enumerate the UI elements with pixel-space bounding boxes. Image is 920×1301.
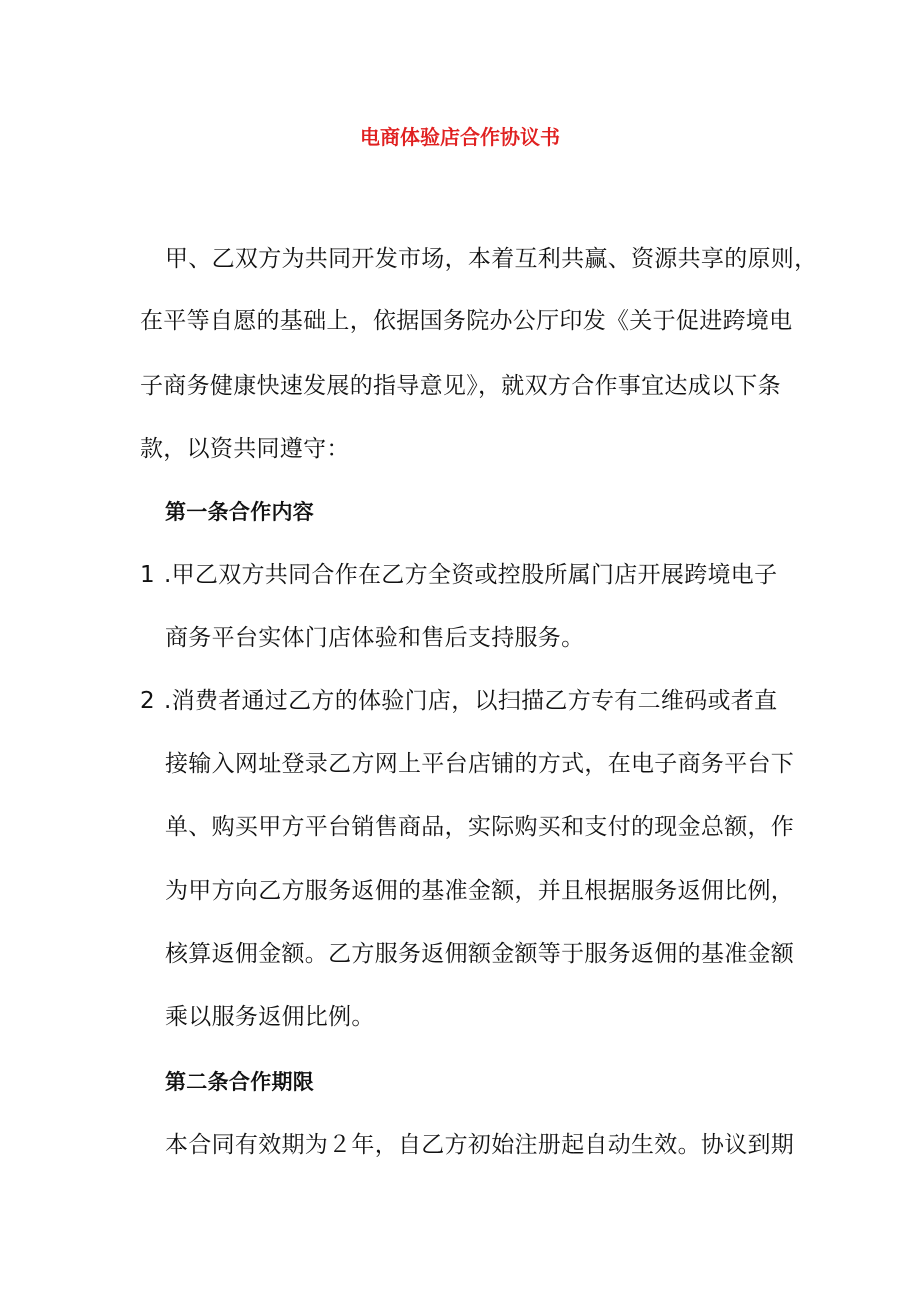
item-2-line-1: .消费者通过乙方的体验门店，以扫描乙方专有二维码或者直 [164,688,778,714]
intro-line-4: 款，以资共同遵守： [140,436,350,462]
article-1-heading: 第一条合作内容 [165,500,315,524]
article-2-line-1: 本合同有效期为２年，自乙方初始注册起自动生效。协议到期 [165,1132,795,1158]
article-2-heading: 第二条合作期限 [165,1070,315,1094]
intro-line-3: 子商务健康快速发展的指导意见》，就双方合作事宜达成以下条 [140,373,781,399]
item-2-line-3: 单、购买甲方平台销售商品，实际购买和支付的现金总额，作 [165,814,795,840]
document-title: 电商体验店合作协议书 [360,125,560,149]
intro-line-2: 在平等自愿的基础上，依据国务院办公厅印发《关于促进跨境电 [140,308,793,334]
item-1-line-1: .甲乙双方共同合作在乙方全资或控股所属门店开展跨境电子 [164,562,778,588]
item-2-number: 2 [140,688,155,714]
intro-line-1: 甲、乙双方为共同开发市场，本着互利共赢、资源共享的原则， [165,246,818,272]
item-1-line-2: 商务平台实体门店体验和售后支持服务。 [165,625,585,651]
item-2-line-6: 乘以服务返佣比例。 [165,1004,375,1030]
item-2-line-2: 接输入网址登录乙方网上平台店铺的方式，在电子商务平台下 [165,751,795,777]
item-2-line-4: 为甲方向乙方服务返佣的基准金额，并且根据服务返佣比例， [165,878,795,904]
item-2-line-5: 核算返佣金额。乙方服务返佣额金额等于服务返佣的基准金额 [165,941,795,967]
item-1-number: 1 [140,562,155,588]
